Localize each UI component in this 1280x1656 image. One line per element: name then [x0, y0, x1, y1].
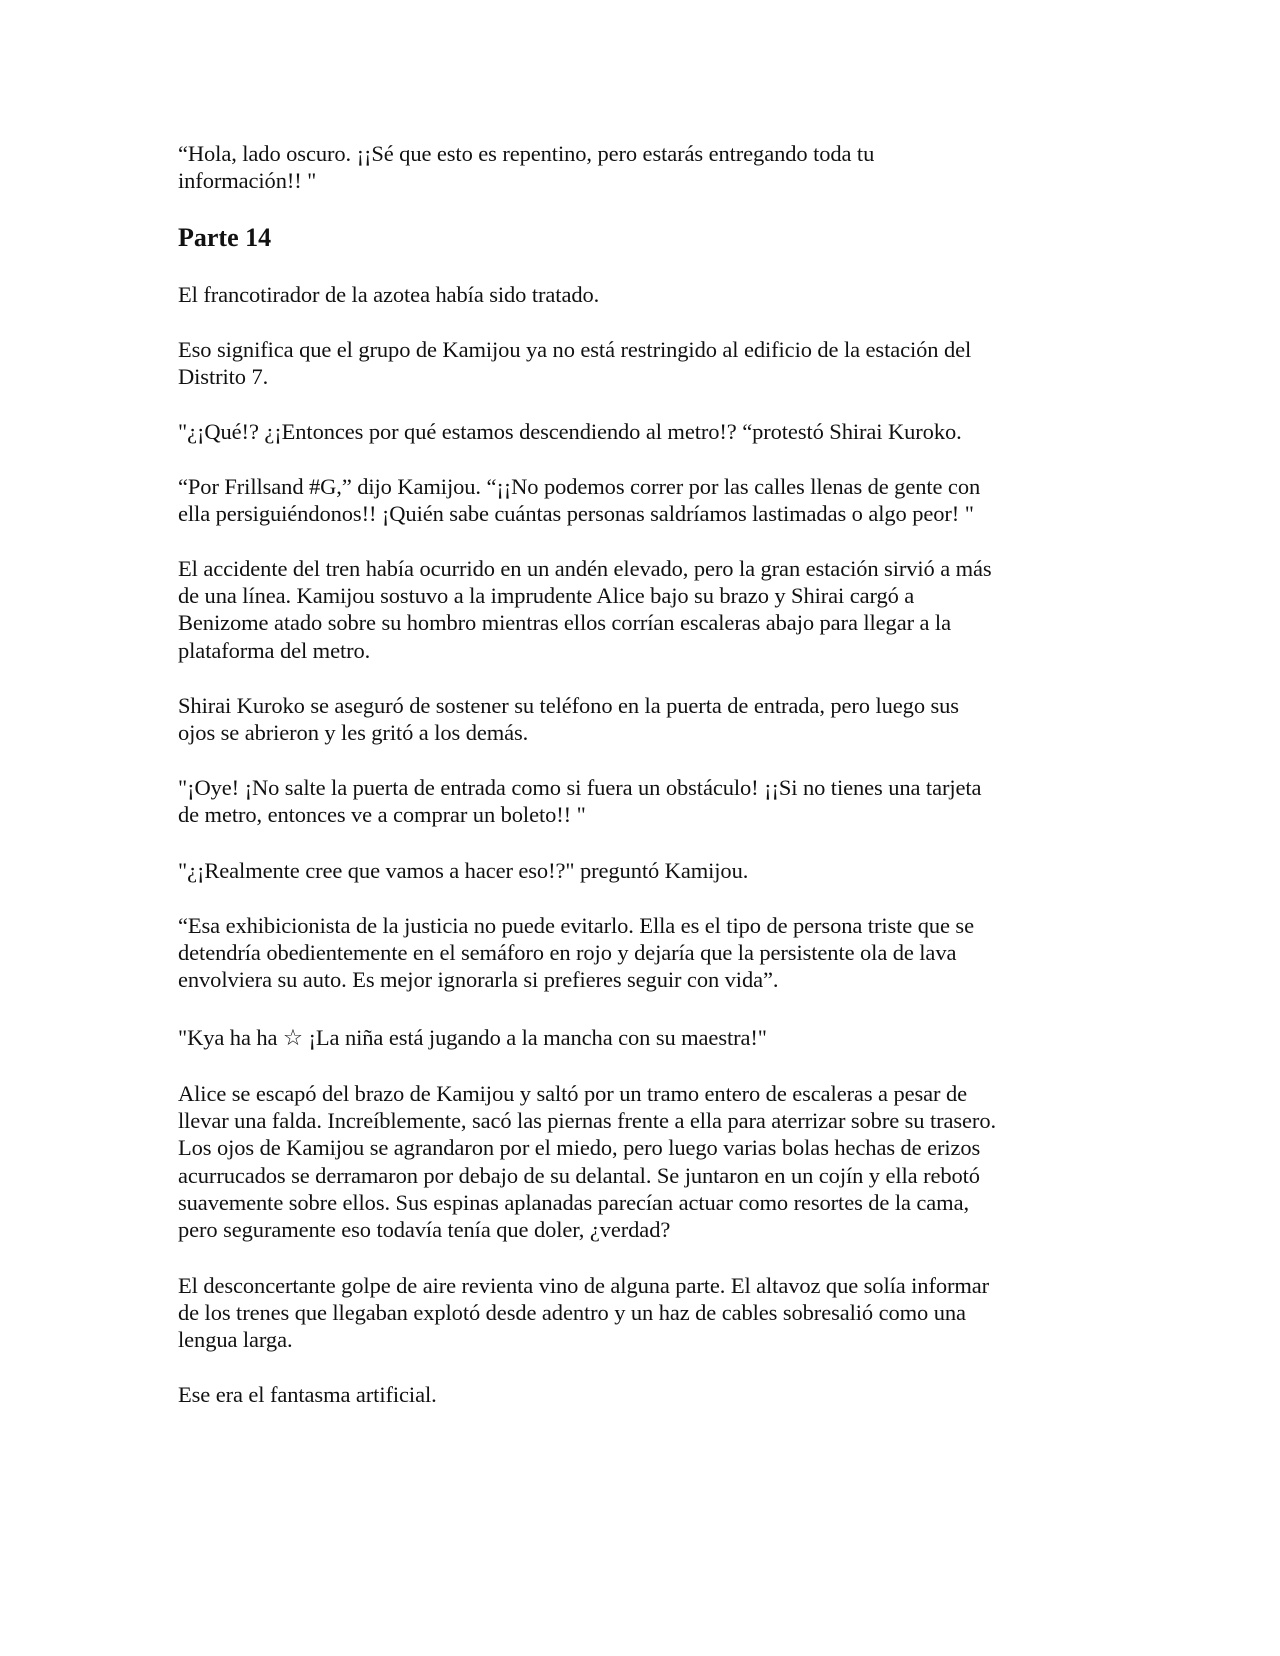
text-line: "¡Oye! ¡No salte la puerta de entrada como si fuera un obstáculo! ¡¡Si no tienes una tarjeta — [178, 775, 982, 800]
text-line: Alice se escapó del brazo de Kamijou y saltó por un tramo entero de escaleras a pesar de — [178, 1081, 967, 1106]
text-line: Los ojos de Kamijou se agrandaron por el miedo, pero luego varias bolas hechas de erizos — [178, 1135, 981, 1160]
text-line: llevar una falda. Increíblemente, sacó las piernas frente a ella para aterrizar sobre su trasero. — [178, 1108, 996, 1133]
text-line: plataforma del metro. — [178, 638, 371, 663]
text-line: Benizome atado sobre su hombro mientras ellos corrían escaleras abajo para llegar a la — [178, 610, 951, 635]
text-line: "¿¡Realmente cree que vamos a hacer eso!?" preguntó Kamijou. — [178, 858, 749, 883]
text-line: pero seguramente eso todavía tenía que doler, ¿verdad? — [178, 1217, 671, 1242]
text-line: de una línea. Kamijou sostuvo a la imprudente Alice bajo su brazo y Shirai cargó a — [178, 583, 915, 608]
text-line: suavemente sobre ellos. Sus espinas aplanadas parecían actuar como resortes de la cama, — [178, 1190, 969, 1215]
text-line: El desconcertante golpe de aire revienta vino de alguna parte. El altavoz que solía informar — [178, 1273, 990, 1298]
text-line: El francotirador de la azotea había sido tratado. — [178, 282, 600, 307]
text-line: ojos se abrieron y les gritó a los demás. — [178, 720, 529, 745]
text-line: de metro, entonces ve a comprar un boleto!! " — [178, 802, 586, 827]
text-line: detendría obedientemente en el semáforo en rojo y dejaría que la persistente ola de lava — [178, 940, 957, 965]
text-line: Shirai Kuroko se aseguró de sostener su teléfono en la puerta de entrada, pero luego sus — [178, 693, 959, 718]
text-line: Distrito 7. — [178, 364, 269, 389]
text-line: lengua larga. — [178, 1327, 293, 1352]
text-line: de los trenes que llegaban explotó desde adentro y un haz de cables sobresalió como una — [178, 1300, 966, 1325]
text-line: “Esa exhibicionista de la justicia no puede evitarlo. Ella es el tipo de persona triste que se — [178, 913, 974, 938]
text-line: “Por Frillsand #G,” dijo Kamijou. “¡¡No podemos correr por las calles llenas de gente con — [178, 474, 981, 499]
text-line: envolviera su auto. Es mejor ignorarla si prefieres seguir con vida”. — [178, 967, 779, 992]
text-line: “Hola, lado oscuro. ¡¡Sé que esto es repentino, pero estarás entregando toda tu — [178, 141, 875, 166]
text-line: acurrucados se derramaron por debajo de su delantal. Se juntaron en un cojín y ella rebotó — [178, 1163, 980, 1188]
text-line: Eso significa que el grupo de Kamijou ya no está restringido al edificio de la estación del — [178, 337, 972, 362]
text-line: ella persiguiéndonos!! ¡Quién sabe cuántas personas saldríamos lastimadas o algo peor! " — [178, 501, 974, 526]
text-line: "Kya ha ha ☆ ¡La niña está jugando a la mancha con su maestra!" — [178, 1025, 767, 1050]
text-line: "¿¡Qué!? ¿¡Entonces por qué estamos descendiendo al metro!? “protestó Shirai Kuroko. — [178, 419, 962, 444]
text-line: información!! " — [178, 168, 317, 193]
text-line: Ese era el fantasma artificial. — [178, 1382, 437, 1407]
text-line: El accidente del tren había ocurrido en un andén elevado, pero la gran estación sirvió a más — [178, 556, 992, 581]
section-heading: Parte 14 — [178, 223, 272, 252]
